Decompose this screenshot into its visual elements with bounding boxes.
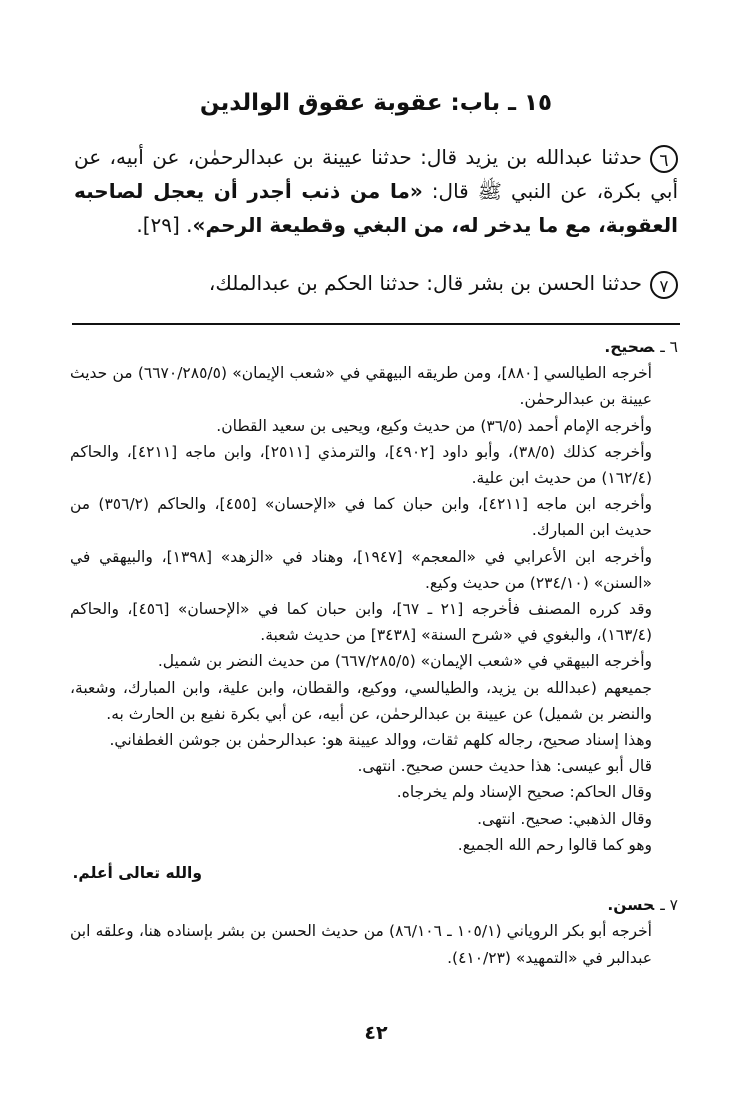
hadith-matn: «ما من ذنب أجدر أن يعجل لصاحبه العقوبة، مع ما يدخر له، من البغي وقطيعة الرحم» (74, 179, 678, 237)
hadith-text: حدثنا عبدالله بن يزيد قال: حدثنا عيينة بن عبدالرحمٰن، عن أبيه، عن أبي بكرة، عن النبي ﷺ قال: (74, 145, 678, 203)
note-grade: حسن. (607, 896, 655, 915)
chapter-title: ١٥ ـ باب: عقوبة عقوق الوالدين (199, 90, 553, 116)
hadith-text: حدثنا الحسن بن بشر قال: حدثنا الحكم بن عبدالملك، (208, 271, 642, 295)
note-number: ٦ ـ (660, 338, 678, 356)
note-line: جميعهم (عبدالله بن يزيد، والطيالسي، ووكيع، والقطان، وابن علية، وابن المبارك، وشعبة، والنضر بن شميل) عن عيينة بن عبدالرحمٰن، عن أبيه، عن أبي بكرة نفيع بن الحارث به. (70, 678, 652, 723)
footnotes (70, 334, 678, 971)
note-line: وأخرجه كذلك (٣٨/٥)، وأبو داود [٤٩٠٢]، والترمذي [٢٥١١]، وابن ماجه [٤٢١١]، والحاكم (١٦٢/٤) من حديث ابن علية. (70, 442, 653, 488)
note-line: وهذا إسناد صحيح، رجاله كلهم ثقات، ووالد عيينة هو: عبدالرحمٰن بن جوشن الغطفاني. (109, 731, 652, 750)
note-line: وهو كما قالوا رحم الله الجميع. (457, 835, 652, 854)
note-line: وأخرجه ابن ماجه [٤٢١١]، وابن حبان كما في «الإحسان» [٤٥٥]، والحاكم (٣٥٦/٢) من حديث ابن المبارك. (70, 495, 653, 540)
hadith-6 (74, 140, 678, 242)
note-line: قال أبو عيسى: هذا حديث حسن صحيح. انتهى. (357, 757, 652, 776)
note-line: وقال الذهبي: صحيح. انتهى. (477, 809, 652, 828)
note-line: أخرجه أبو بكر الروياني (١٠٥/١ ـ ٨٦/١٠٦) من حديث الحسن بن بشر بإسناده هنا، وعلقه ابن عبدالبر في «التمهيد» (٤١٠/٢٣). (70, 922, 652, 967)
page-number: ٤٢ (364, 1022, 388, 1044)
note-7-header (70, 892, 678, 918)
note-line: وأخرجه الإمام أحمد (٣٦/٥) من حديث وكيع، ويحيى بن سعيد القطان. (216, 416, 652, 435)
hadith-7 (74, 266, 678, 300)
hadith-number-circle: ٦ (650, 145, 678, 173)
hadith-number-circle: ٧ (650, 271, 678, 299)
closing-phrase: والله تعالى أعلم. (72, 864, 202, 883)
note-line: وقد كرره المصنف فأخرجه [٢١ ـ ٦٧]، وابن حبان كما في «الإحسان» [٤٥٦]، والحاكم (١٦٣/٤)، والبغوي في «شرح السنة» [٣٤٣٨] من حديث شعبة. (70, 600, 652, 645)
footnote-divider (72, 323, 680, 325)
note-grade: صحيح. (604, 338, 655, 356)
hadith-reference: . [٢٩]. (136, 213, 193, 237)
note-line: أخرجه الطيالسي [٨٨٠]، ومن طريقه البيهقي في «شعب الإيمان» (٦٦٧٠/٢٨٥/٥) من حديث عيينة بن عبدالرحمٰن. (70, 364, 652, 409)
note-line: وأخرجه البيهقي في «شعب الإيمان» (٦٦٧/٢٨٥/٥) من حديث النضر بن شميل. (157, 652, 652, 671)
note-number: ٧ ـ (660, 896, 678, 915)
note-6-header (70, 334, 678, 360)
note-line: وأخرجه ابن الأعرابي في «المعجم» [١٩٤٧]، وهناد في «الزهد» [١٣٩٨]، والبيهقي في «السنن» (٢٣٤/١٠) من حديث وكيع. (70, 547, 653, 592)
note-line: وقال الحاكم: صحيح الإسناد ولم يخرجاه. (396, 783, 652, 802)
